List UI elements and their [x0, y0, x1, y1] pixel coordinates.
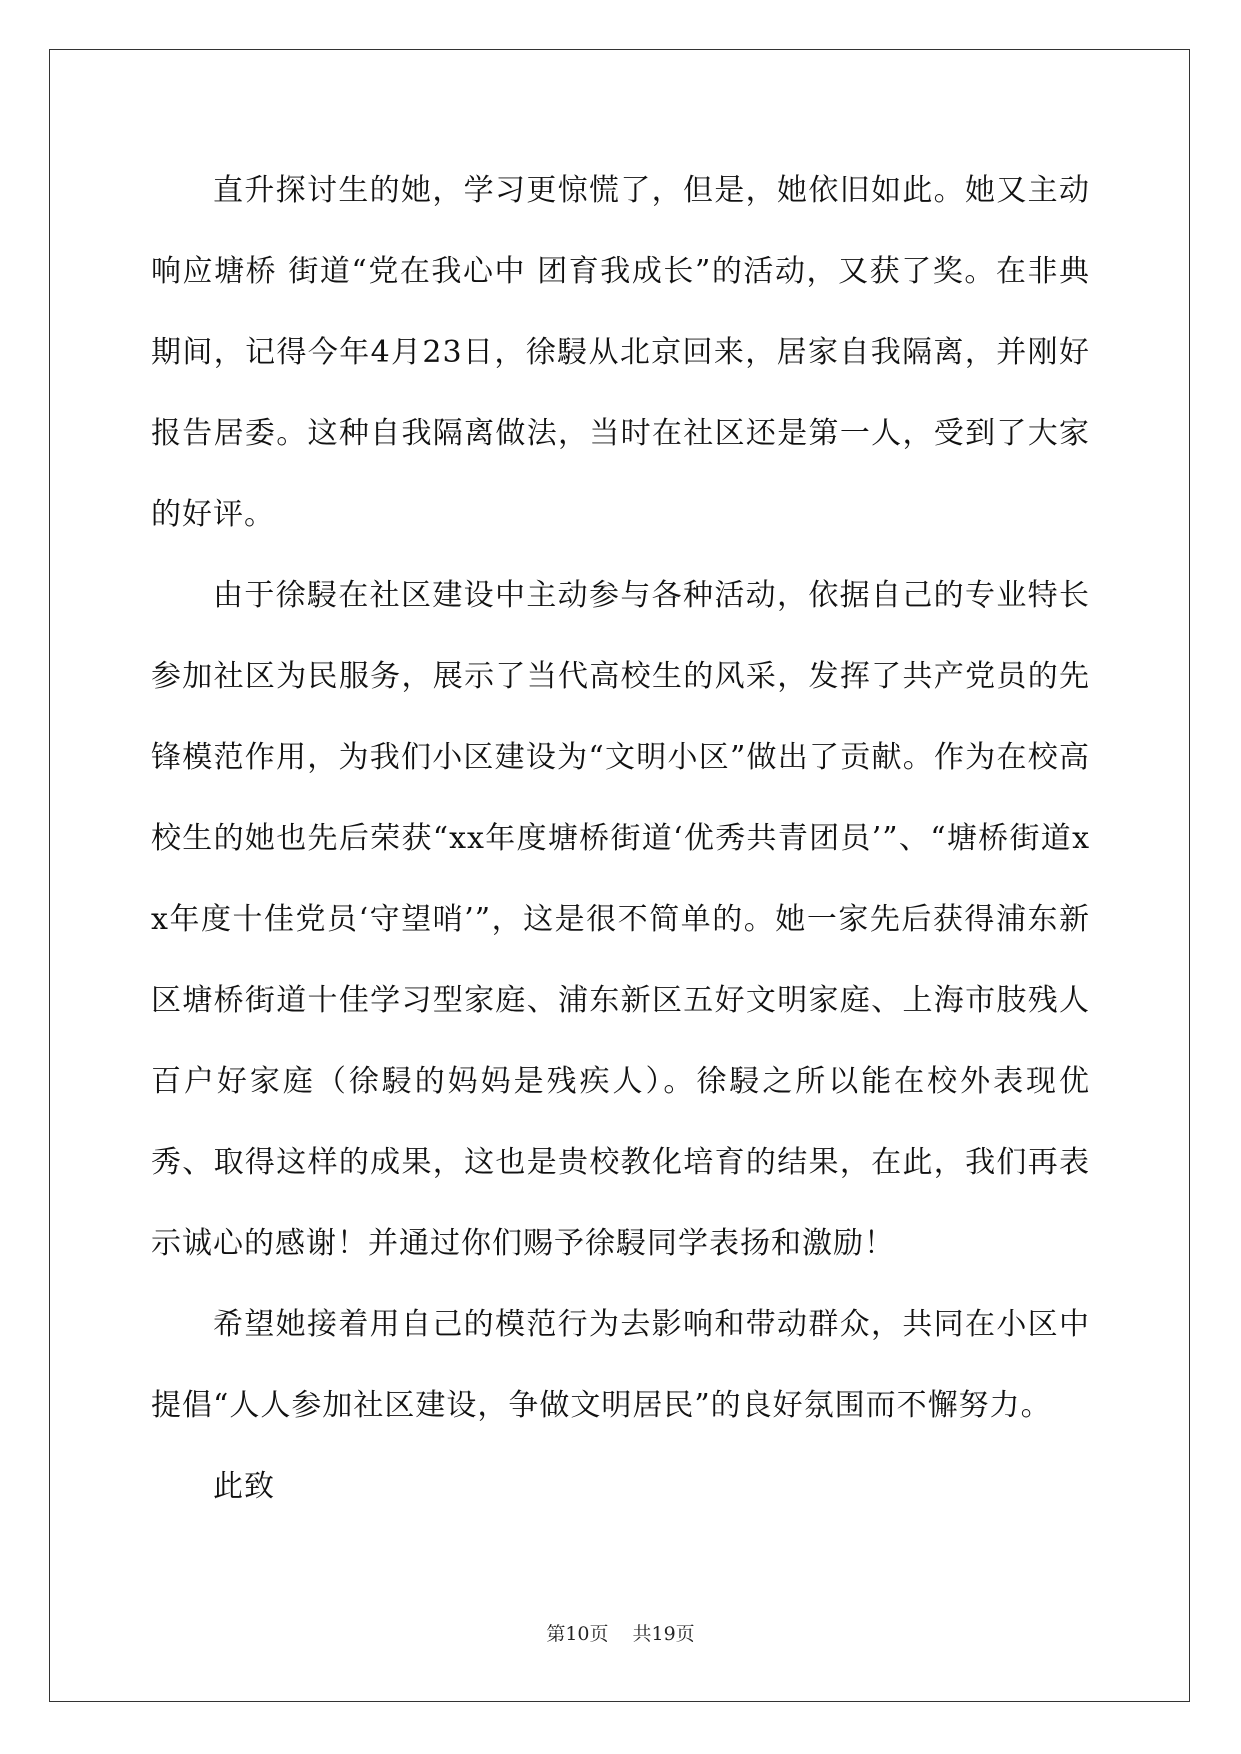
paragraph-closing: 此致 — [213, 1469, 275, 1504]
page-footer — [0, 1622, 1241, 1646]
page-number-current: 第10页 — [546, 1623, 609, 1645]
document-body — [151, 150, 1090, 1527]
paragraph-3: 希望她接着用自己的模范行为去影响和带动群众，共同在小区中提倡“人人参加社区建设，争做文明居民”的良好氛围而不懈努力。 — [151, 1307, 1090, 1423]
paragraph-2: 由于徐駸在社区建设中主动参与各种活动，依据自己的专业特长参加社区为民服务，展示了当代高校生的风采，发挥了共产党员的先锋模范作用，为我们小区建设为“文明小区”做出了贡献。作为在校高校生的她也先后荣获“xx年度塘桥街道‘优秀共青团员’”、“塘桥街道xx年度十佳党员‘守望哨’”，这是很不简单的。她一家先后获得浦东新区塘桥街道十佳学习型家庭、浦东新区五好文明家庭、上海市肢残人百户好家庭（徐駸的妈妈是残疾人）。徐駸之所以能在校外表现优秀、取得这样的成果，这也是贵校教化培育的结果，在此，我们再表示诚心的感谢！并通过你们赐予徐駸同学表扬和激励！ — [151, 578, 1090, 1261]
paragraph-1: 直升探讨生的她，学习更惊慌了，但是，她依旧如此。她又主动响应塘桥 街道“党在我心中 团育我成长”的活动，又获了奖。在非典期间，记得今年4月23日，徐駸从北京回来，居家自我隔离，并刚好报告居委。这种自我隔离做法，当时在社区还是第一人，受到了大家的好评。 — [151, 173, 1090, 532]
page-number-total: 共19页 — [632, 1623, 695, 1645]
